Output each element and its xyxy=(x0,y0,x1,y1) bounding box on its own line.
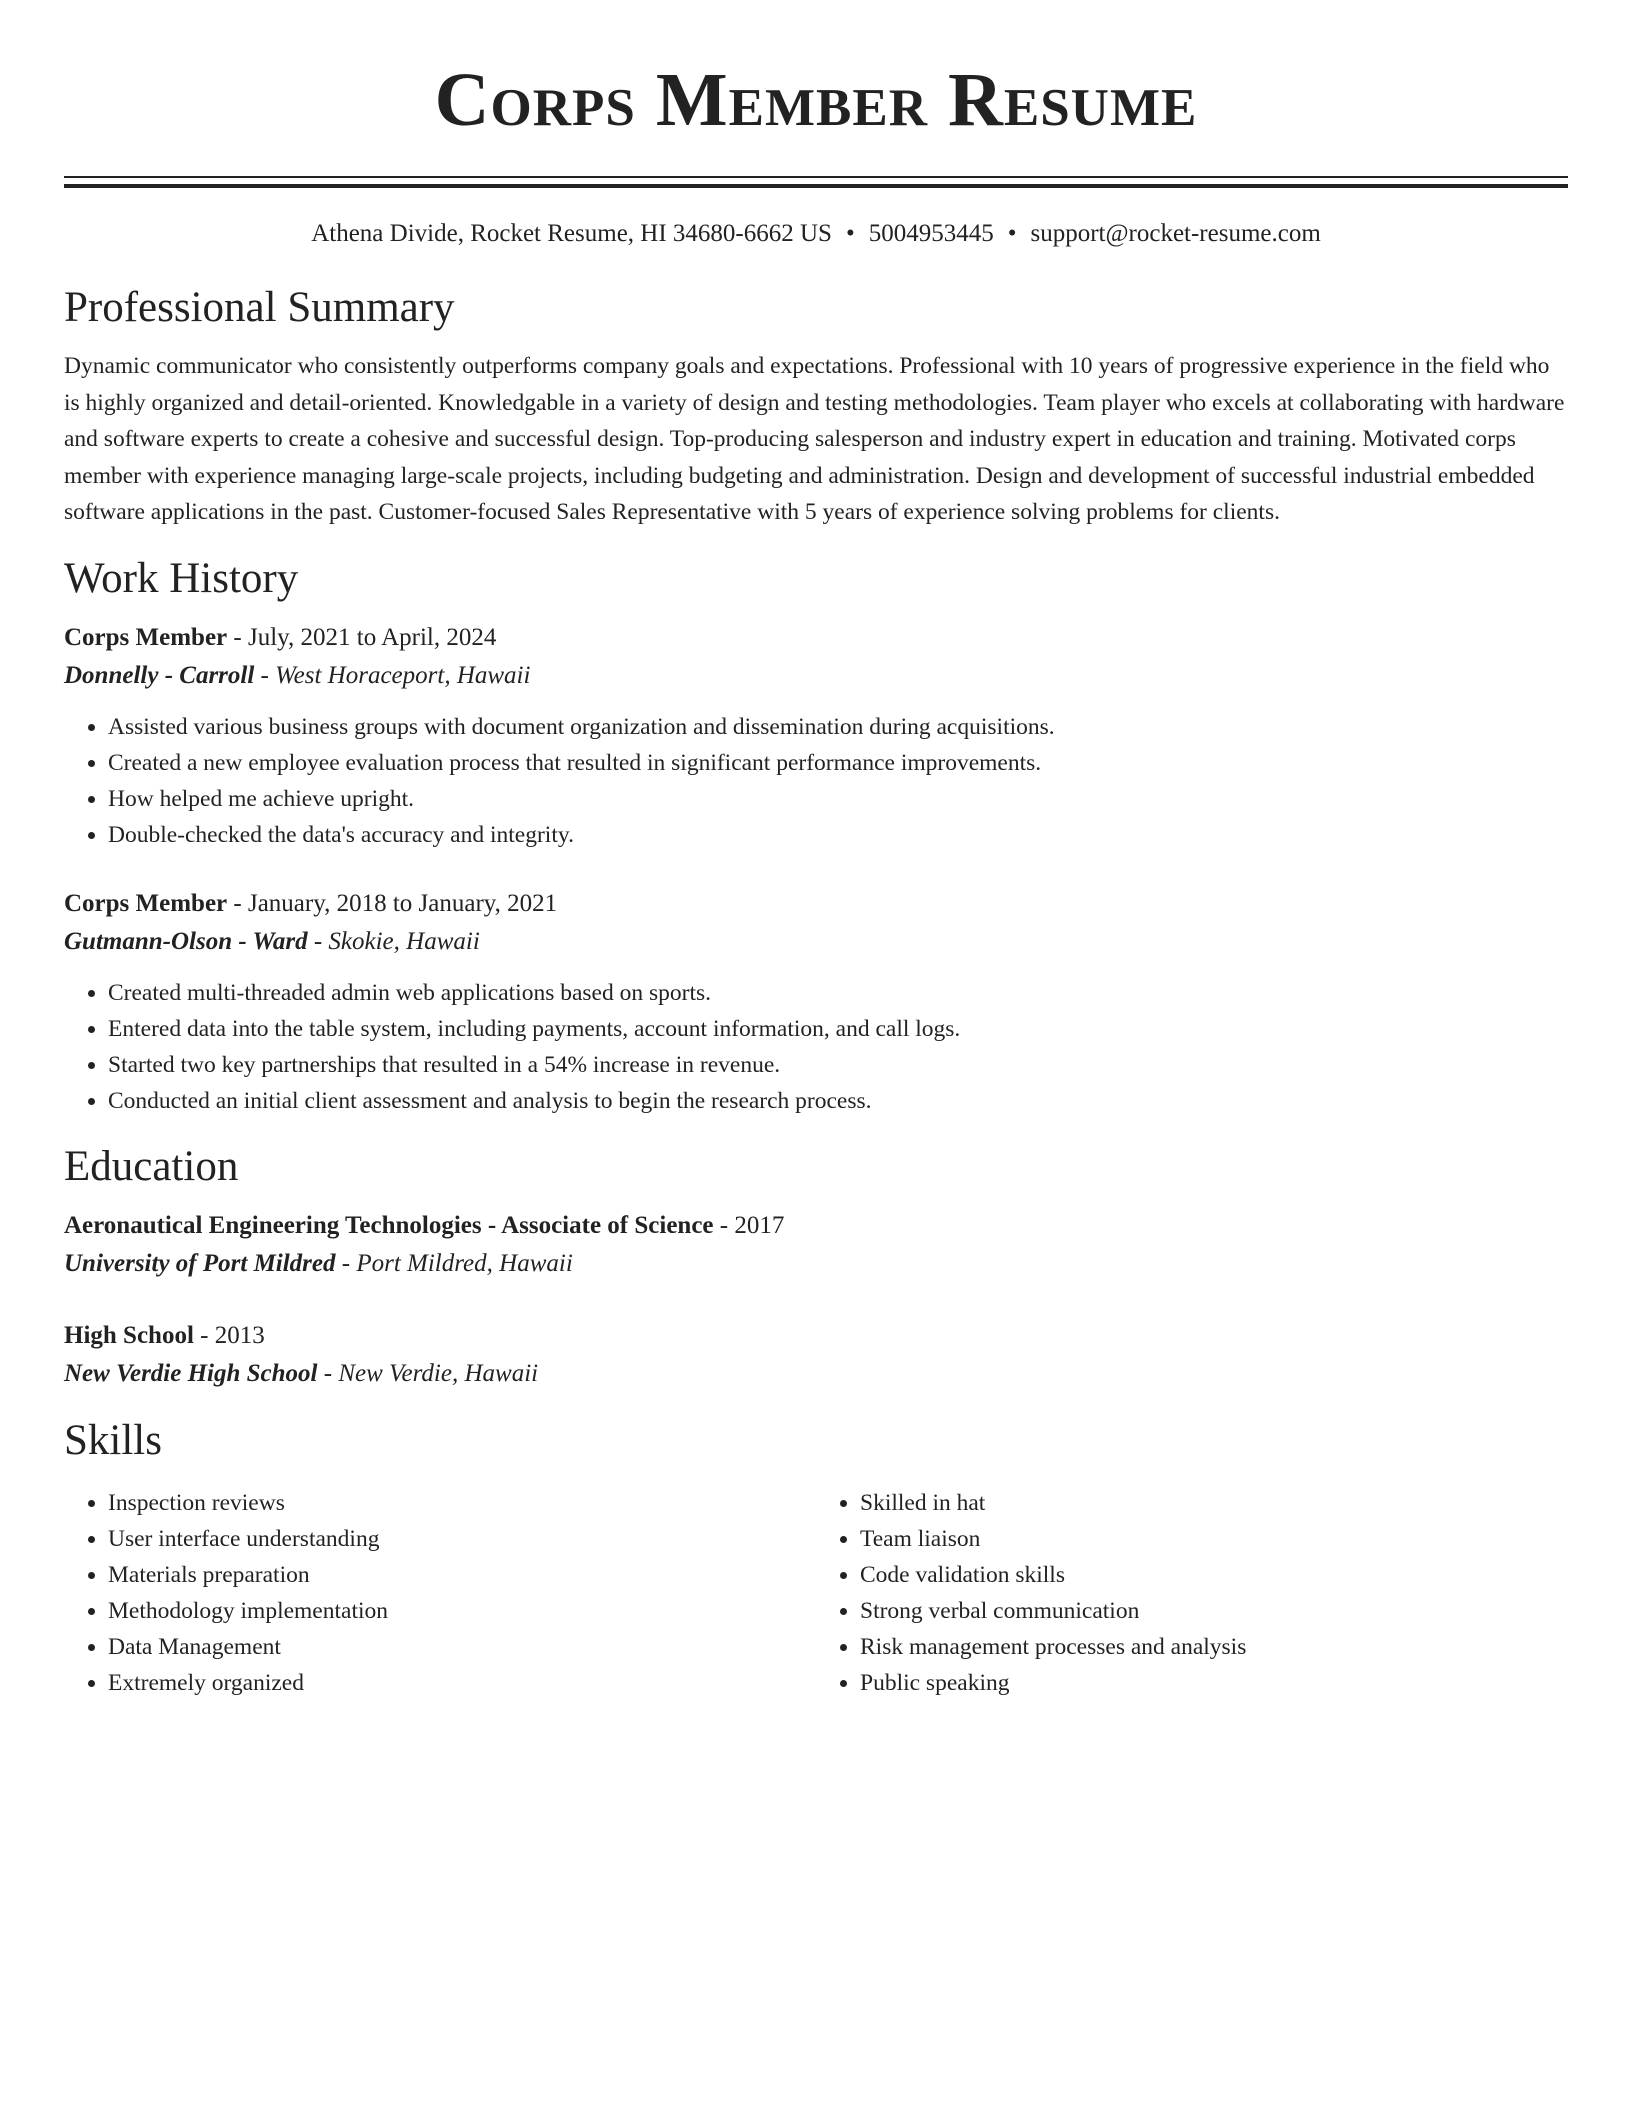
employer-location: West Horaceport, Hawaii xyxy=(275,661,531,689)
job-bullet: • Assisted various business groups with document organization and dissemination during acquisitions. xyxy=(108,709,1568,745)
contact-separator: • xyxy=(845,220,855,247)
skills-section xyxy=(64,1413,1568,1701)
skills-heading: Skills xyxy=(64,1416,162,1464)
skill-item: • Data Management xyxy=(108,1629,816,1665)
skill-item: • Team liaison xyxy=(860,1521,1568,1557)
job-bullet: • Double-checked the data's accuracy and integrity. xyxy=(108,817,1568,853)
skills-list-left xyxy=(64,1485,816,1701)
title-double-rule xyxy=(64,176,1568,188)
skill-item: • Extremely organized xyxy=(108,1665,816,1701)
job-bullet-list xyxy=(64,709,1568,853)
employer-line xyxy=(64,657,1568,695)
degree-name: Aeronautical Engineering Technologies - Associate of Science xyxy=(64,1211,714,1239)
job-title: Corps Member xyxy=(64,623,228,651)
summary-heading: Professional Summary xyxy=(64,284,455,331)
skill-item: • Public speaking xyxy=(860,1665,1568,1701)
job-bullet: • Entered data into the table system, including payments, account information, and call logs. xyxy=(108,1011,1568,1047)
skill-item: • Strong verbal communication xyxy=(860,1593,1568,1629)
job-title: Corps Member xyxy=(64,889,228,917)
contact-separator: • xyxy=(1007,220,1017,247)
job-entry xyxy=(64,885,1568,1119)
school-line xyxy=(64,1355,1568,1393)
contact-phone: 5004953445 xyxy=(868,220,994,247)
summary-section xyxy=(64,280,1568,531)
job-bullet: • Created multi-threaded admin web applications based on sports. xyxy=(108,975,1568,1011)
school-location: Port Mildred, Hawaii xyxy=(356,1249,573,1277)
summary-text: Dynamic communicator who consistently outperforms company goals and expectations. Professional with 10 years of progressive experience in the field who is highly organized and detail-oriented. Knowledgable in a variety of design and testing methodologies. Team player who excels at collaborating with hardware and software experts to create a cohesive and successful design. Top-producing salesperson and industry expert in education and training. Motivated corps member with experience managing large-scale projects, including budgeting and administration. Design and development of successful industrial embedded software applications in the past. Customer-focused Sales Representative with 5 years of experience solving problems for clients. xyxy=(64,353,1565,525)
skill-item: • Materials preparation xyxy=(108,1557,816,1593)
contact-address: Athena Divide, Rocket Resume, HI 34680-6662 US xyxy=(311,220,832,247)
job-title-line xyxy=(64,885,1568,923)
dash: - xyxy=(317,1359,339,1387)
work-history-section xyxy=(64,551,1568,1119)
dash: - xyxy=(307,927,329,955)
skills-columns xyxy=(64,1485,1568,1701)
work-history-heading: Work History xyxy=(64,554,299,602)
dash: - xyxy=(254,661,276,689)
dash: - xyxy=(193,1321,215,1349)
job-dates: July, 2021 to April, 2024 xyxy=(247,623,497,651)
job-bullet: • How helped me achieve upright. xyxy=(108,781,1568,817)
job-title-line xyxy=(64,619,1568,657)
employer-name: Gutmann-Olson - Ward xyxy=(64,927,308,955)
school-line xyxy=(64,1245,1568,1283)
degree-name: High School xyxy=(64,1321,194,1349)
job-entry xyxy=(64,619,1568,853)
degree-year: 2013 xyxy=(214,1321,265,1349)
dash: - xyxy=(713,1211,735,1239)
skills-list-right xyxy=(816,1485,1568,1701)
skill-item: • User interface understanding xyxy=(108,1521,816,1557)
contact-line xyxy=(64,216,1568,252)
employer-location: Skokie, Hawaii xyxy=(328,927,480,955)
job-bullet: • Created a new employee evaluation process that resulted in significant performance improvements. xyxy=(108,745,1568,781)
skill-item: • Risk management processes and analysis xyxy=(860,1629,1568,1665)
job-bullet: • Started two key partnerships that resulted in a 54% increase in revenue. xyxy=(108,1047,1568,1083)
dash: - xyxy=(227,889,248,917)
skill-item: • Code validation skills xyxy=(860,1557,1568,1593)
contact-email: support@rocket-resume.com xyxy=(1030,220,1321,247)
school-name: University of Port Mildred xyxy=(64,1249,336,1277)
skill-item: • Skilled in hat xyxy=(860,1485,1568,1521)
job-dates: January, 2018 to January, 2021 xyxy=(247,889,558,917)
education-section xyxy=(64,1139,1568,1393)
degree-line xyxy=(64,1317,1568,1355)
skill-item: • Inspection reviews xyxy=(108,1485,816,1521)
degree-year: 2017 xyxy=(734,1211,785,1239)
school-location: New Verdie, Hawaii xyxy=(338,1359,539,1387)
job-bullet-list xyxy=(64,975,1568,1119)
education-heading: Education xyxy=(64,1142,239,1190)
skill-item: • Methodology implementation xyxy=(108,1593,816,1629)
dash: - xyxy=(335,1249,357,1277)
employer-name: Donnelly - Carroll xyxy=(64,661,255,689)
dash: - xyxy=(227,623,248,651)
employer-line xyxy=(64,923,1568,961)
school-name: New Verdie High School xyxy=(64,1359,318,1387)
education-entry xyxy=(64,1207,1568,1283)
degree-line xyxy=(64,1207,1568,1245)
resume-title: Corps Member Resume xyxy=(434,58,1198,142)
job-bullet: • Conducted an initial client assessment and analysis to begin the research process. xyxy=(108,1083,1568,1119)
education-entry xyxy=(64,1317,1568,1393)
